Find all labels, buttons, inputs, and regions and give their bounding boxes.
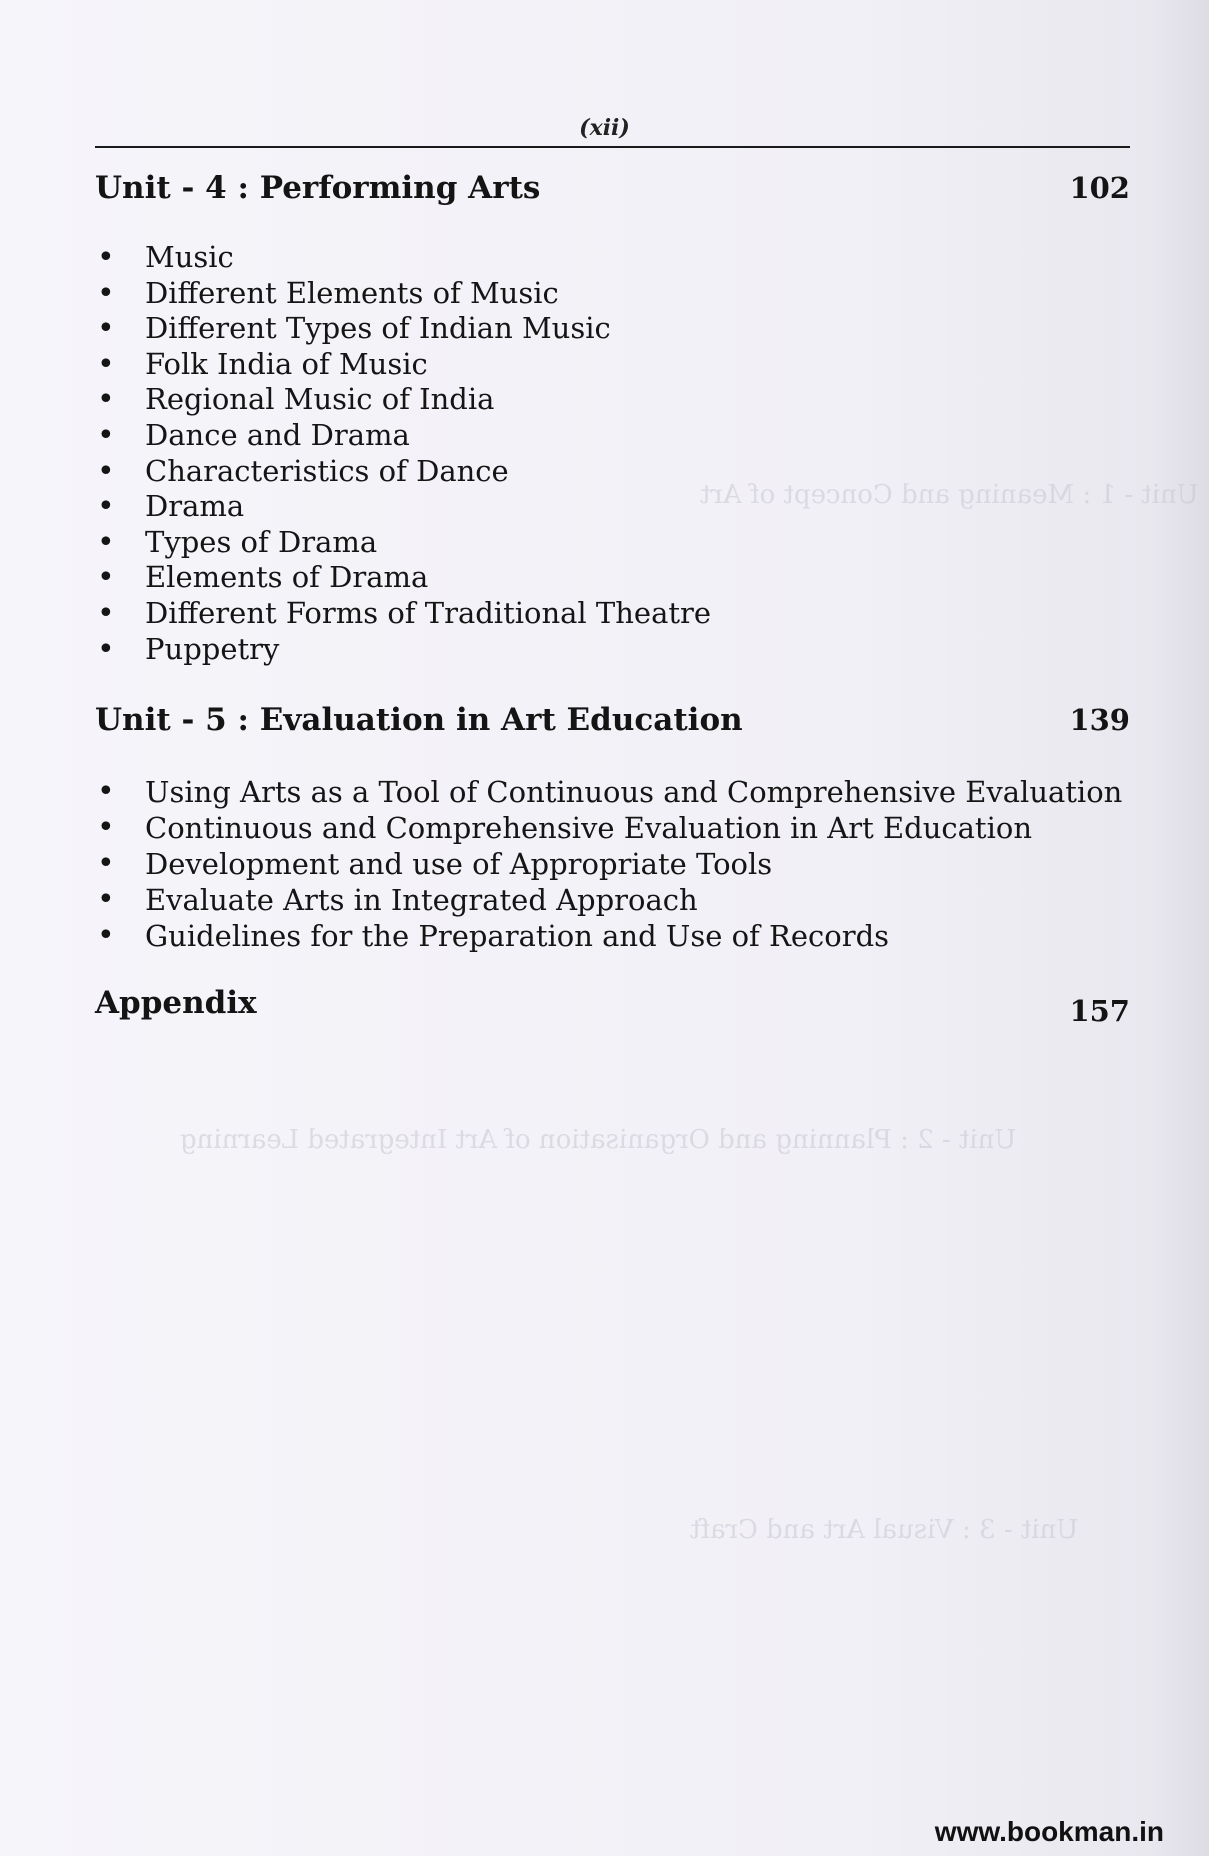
appendix-title: Appendix (95, 985, 257, 1021)
header-rule (95, 146, 1130, 148)
list-item: • Using Arts as a Tool of Continuous and Comprehensive Evaluation (95, 774, 1122, 810)
list-item: • Types of Drama (95, 525, 711, 561)
unit-4-page-number: 102 (1069, 171, 1130, 205)
list-item: • Regional Music of India (95, 382, 711, 418)
list-item: • Different Types of Indian Music (95, 311, 711, 347)
unit-4-title: Unit - 4 : Performing Arts (95, 170, 541, 206)
list-item: • Dance and Drama (95, 418, 711, 454)
list-item: • Puppetry (95, 632, 711, 668)
appendix-page-number: 157 (1069, 994, 1130, 1028)
list-item: • Guidelines for the Preparation and Use of Records (95, 918, 1122, 954)
list-item: • Elements of Drama (95, 560, 711, 596)
unit-5-page-number: 139 (1069, 703, 1130, 737)
unit-4-topic-list (95, 240, 711, 667)
unit-5-title: Unit - 5 : Evaluation in Art Education (95, 702, 743, 738)
list-item: • Evaluate Arts in Integrated Approach (95, 882, 1122, 918)
publisher-website: www.bookman.in (934, 1816, 1164, 1847)
list-item: • Continuous and Comprehensive Evaluation in Art Education (95, 810, 1122, 846)
bleed-through-text: Unit - 3 : Visual Art and Craft (690, 1515, 1079, 1545)
appendix-heading (95, 985, 1130, 1028)
bleed-through-text: Unit - 2 : Planning and Organisation of Art Integrated Learning (180, 1125, 1017, 1155)
bleed-through-text: Unit - 1 : Meaning and Concept of Art (700, 480, 1199, 510)
list-item: • Different Elements of Music (95, 276, 711, 312)
list-item: • Characteristics of Dance (95, 454, 711, 490)
page-number: (xii) (579, 115, 630, 141)
unit-5-topic-list (95, 774, 1122, 954)
list-item: • Different Forms of Traditional Theatre (95, 596, 711, 632)
list-item: • Music (95, 240, 711, 276)
list-item: • Drama (95, 489, 711, 525)
unit-4-heading (95, 170, 1130, 206)
list-item: • Development and use of Appropriate Tools (95, 846, 1122, 882)
list-item: • Folk India of Music (95, 347, 711, 383)
unit-5-heading (95, 702, 1130, 738)
